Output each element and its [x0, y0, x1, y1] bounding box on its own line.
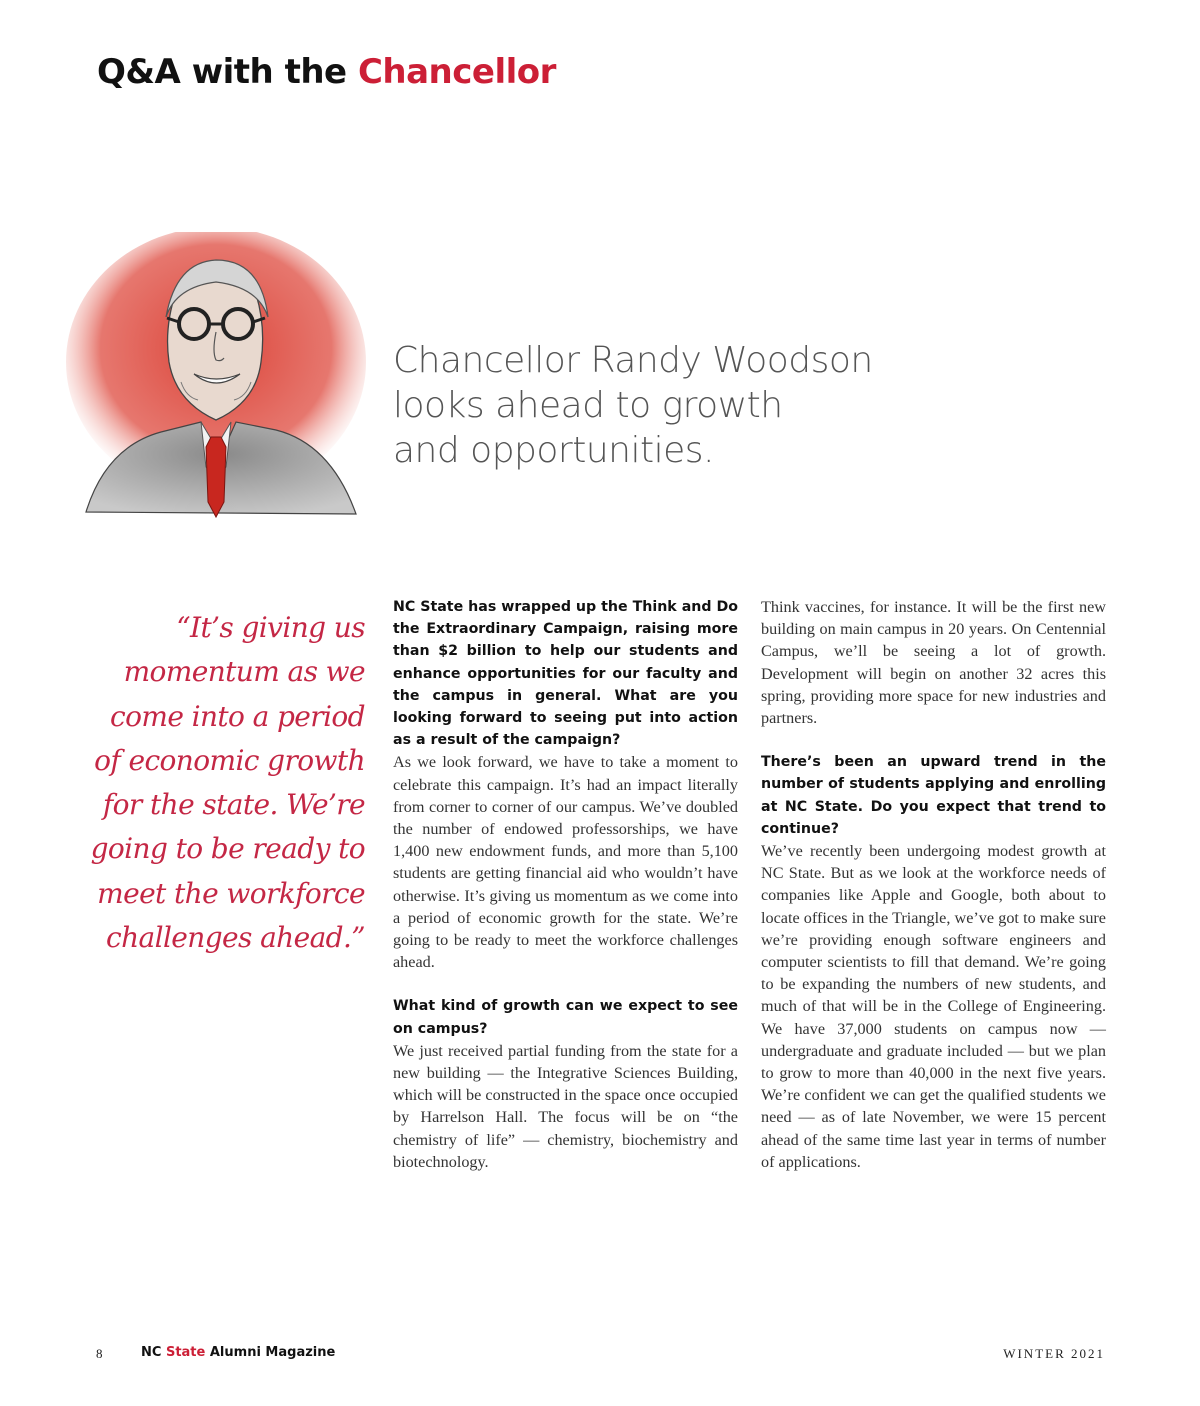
interview-answer-continued: Think vaccines, for instance. It will be the first new building on main campus in 20 years. On Centennial Campus, we’ll be seeing a lot of growth. Development will begin on another 32 acres this spring, providing more space for new industries and partners. — [761, 598, 1106, 728]
pull-quote-line: momentum as we — [123, 655, 365, 689]
dek-line: looks ahead to growth — [393, 385, 783, 426]
issue-date: WINTER 2021 — [1003, 1346, 1105, 1361]
interview-answer: As we look forward, we have to take a moment to celebrate this campaign. It’s had an impact literally from corner to corner of our campus. We’ve doubled the number of endowed professorships, we have 1,400 new endowment funds, and more than 5,100 students are getting financial aid who wouldn’t have otherwise. It’s giving us momentum as we come into a period of economic growth for the state. We’re going to be ready to meet the workforce challenges ahead. — [393, 753, 738, 972]
article-column-1 — [393, 596, 738, 1173]
pull-quote-line: come into a period — [110, 699, 365, 733]
title-prefix: Q&A with the — [97, 52, 347, 92]
pull-quote — [80, 606, 365, 960]
pull-quote-line: of economic growth — [94, 743, 365, 777]
page-title — [97, 52, 556, 92]
magazine-name-prefix: NC — [141, 1345, 162, 1360]
dek-line: Chancellor Randy Woodson — [393, 340, 873, 381]
pull-quote-line: “It’s giving us — [176, 611, 365, 644]
interview-answer: We’ve recently been undergoing modest growth at NC State. But as we look at the workforce needs of companies like Apple and Google, both about to locate offices in the Triangle, we’ve got to make sure we’re providing enough software engineers and computer scientists to fill that demand. We’re going to be expanding the numbers of new students, and much of that will be in the College of Engineering. We have 37,000 students on campus now — undergraduate and graduate included — but we plan to grow to more than 40,000 in the next five years. We’re confident we can get the qualified students we need — as of late November, we were 15 percent ahead of the same time last year in terms of number of applications. — [761, 842, 1106, 1171]
chancellor-portrait-illustration — [66, 232, 371, 532]
magazine-name-highlight: State — [165, 1345, 206, 1360]
pull-quote-line: challenges ahead.” — [105, 921, 365, 955]
interview-question: What kind of growth can we expect to see on campus? — [393, 998, 738, 1037]
pull-quote-line: going to be ready to — [90, 832, 365, 866]
magazine-name-suffix: Alumni Magazine — [209, 1345, 336, 1360]
page-number: 8 — [96, 1346, 103, 1361]
pull-quote-line: for the state. We’re — [102, 788, 365, 822]
magazine-name — [141, 1345, 335, 1360]
interview-question: There’s been an upward trend in the number of students applying and enrolling at NC State. Do you expect that trend to continue? — [761, 754, 1106, 837]
article-column-2 — [761, 596, 1106, 1173]
interview-answer: We just received partial funding from the state for a new building — the Integrative Sciences Building, which will be constructed in the space once occupied by Harrelson Hall. The focus will be on “the chemistry of life” — chemistry, biochemistry and biotechnology. — [393, 1041, 738, 1171]
article-dek — [393, 338, 913, 473]
interview-question: NC State has wrapped up the Think and Do the Extraordinary Campaign, raising more than $2 billion to help our students and enhance opportunities for our faculty and the campus in general. What are you looking forward to seeing put into action as a result of the campaign? — [393, 599, 738, 749]
pull-quote-line: meet the workforce — [97, 876, 365, 910]
title-highlight: Chancellor — [357, 52, 556, 92]
dek-line: and opportunities. — [393, 430, 714, 471]
